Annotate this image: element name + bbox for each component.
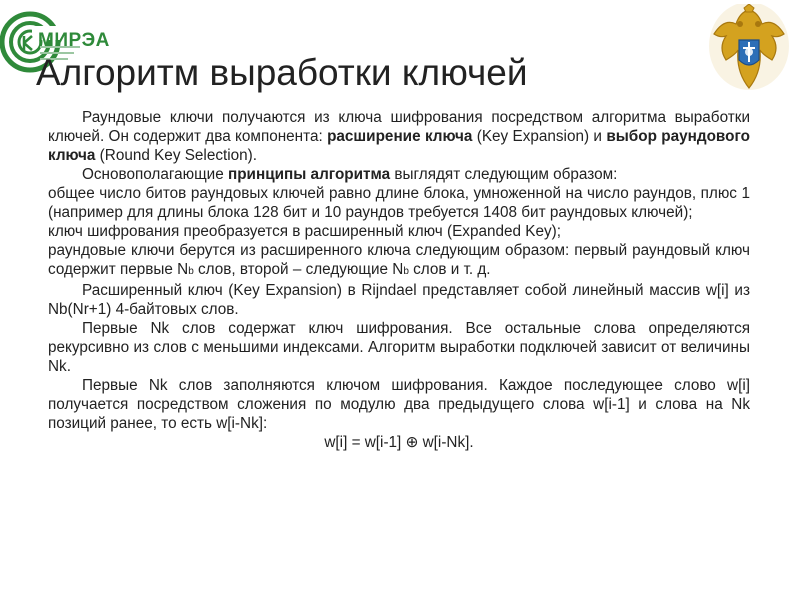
p1-text-3: (Round Key Selection). [95,147,257,164]
slide-body [48,108,750,452]
logo-text: МИРЭА [38,30,110,51]
paragraph-6: Расширенный ключ (Key Expansion) в Rijndael представляет собой линейный массив w[i] из Nb(Nr+1) 4-байтовых слов. [48,282,750,318]
paragraph-2 [48,165,750,184]
p1-text-2: (Key Expansion) и [472,128,607,145]
p1-bold-1: расширение ключа [327,128,473,145]
paragraph-4: ключ шифрования преобразуется в расширенный ключ (Expanded Key); [48,223,561,240]
p1-bold-2: выбор раундового ключа [48,128,750,164]
p5-sub-2: b [403,266,409,277]
page-title: Алгоритм выработки ключей [36,52,528,93]
p1-text-1: Раундовые ключи получаются из ключа шифрования посредством алгоритма выработки ключей. Он содержит два компонента: [48,109,750,145]
p2-text-2: выглядят следующим образом: [390,166,618,183]
p2-bold-1: принципы алгоритма [227,166,391,183]
formula: w[i] = w[i-1] ⊕ w[i-Nk]. [324,434,474,451]
paragraph-3: общее число битов раундовых ключей равно длине блока, умноженной на число раундов, плюс 1 (например для длины блока 128 бит и 10 раундов требуется 1408 бит раундовых ключей); [48,185,750,221]
paragraph-1 [48,108,750,165]
p5-text-2: слов, второй – следующие N [193,261,404,278]
paragraph-7: Первые Nk слов содержат ключ шифрования. Все остальные слова определяются рекурсивно из слов с меньшими индексами. Алгоритм выработки подключей зависит от величины Nk. [48,320,750,375]
p5-text-1: раундовые ключи берутся из расширенного ключа следующим образом: первый раундовый ключ содержит первые N [48,242,750,278]
paragraph-8: Первые Nk слов заполняются ключом шифрования. Каждое последующее слово w[i] получается посредством сложения по модулю два предыдущего слова w[i-1] и слова на Nk позиций ранее, то есть w[i-Nk]: [48,377,750,432]
paragraph-5 [48,241,750,281]
p5-text-3: слов и т. д. [408,261,491,278]
p5-sub-1: b [188,266,194,277]
p2-text-1: Основополагающие [82,166,228,183]
